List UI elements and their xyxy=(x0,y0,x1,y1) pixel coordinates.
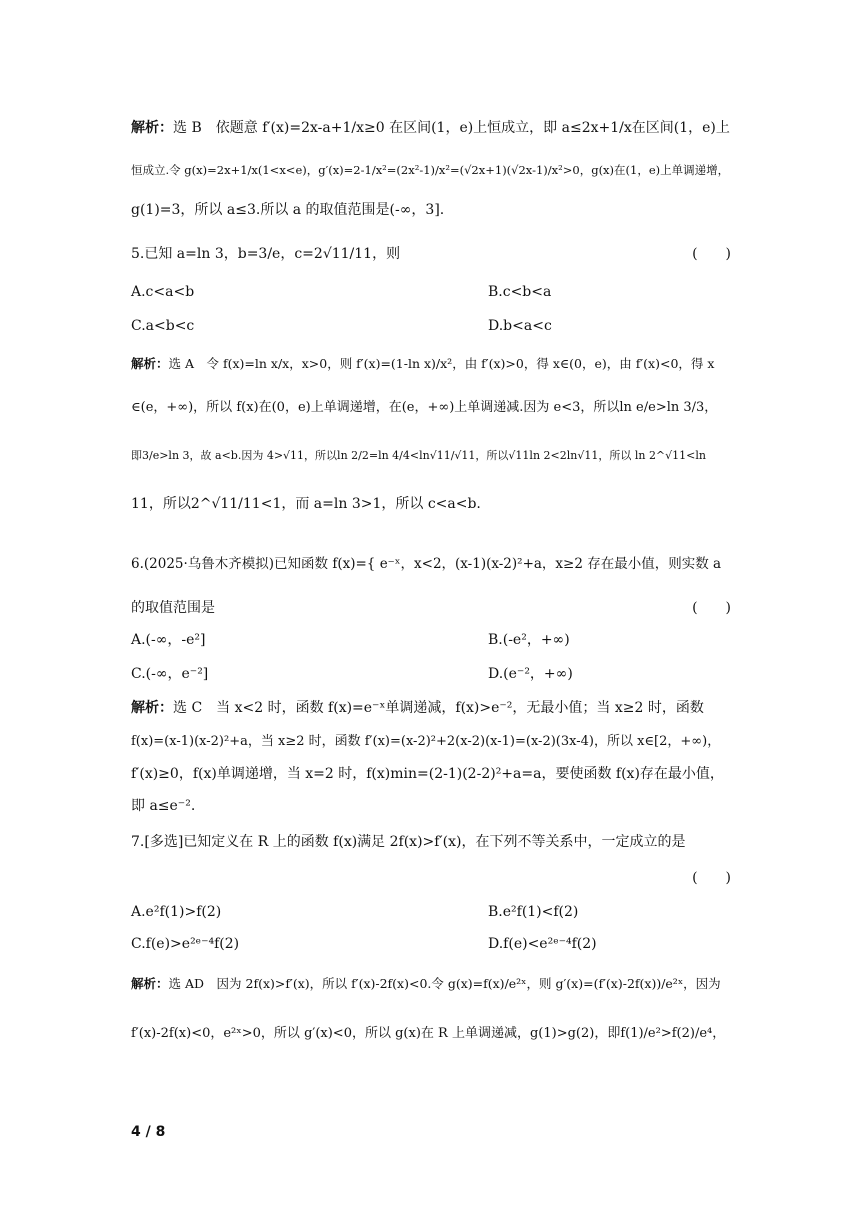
q5-stem-row xyxy=(131,244,731,264)
q5-answer-paren: ( ) xyxy=(692,246,731,262)
solution-label: 解析： xyxy=(131,976,169,991)
q6-option-a: A.(-∞，-e²] xyxy=(131,632,206,648)
q5-stem: 5.已知 a=ln 3，b=3/e，c=2√11/11，则 xyxy=(131,246,401,262)
q7-solution-line1: 解析：选 AD 因为 2f(x)>f′(x)，所以 f′(x)-2f(x)<0.令 g(x)=f(x)/e²ˣ，则 g′(x)=(f′(x)-2f(x))/e²ˣ，因为 xyxy=(131,976,721,991)
q6-options-row1 xyxy=(131,630,731,650)
q7-solution-line2: f′(x)-2f(x)<0，e²ˣ>0，所以 g′(x)<0，所以 g(x)在 R 上单调递减，g(1)>g(2)，即f(1)/e²>f(2)/e⁴， xyxy=(131,1026,726,1041)
q5-option-b: B.c<b<a xyxy=(488,284,552,300)
q6-options-row2 xyxy=(131,664,731,684)
q7-options-row2 xyxy=(131,934,731,954)
q5-solution-line3: 即3/e>ln 3，故 a<b.因为 4>√11，所以ln 2/2=ln 4/4<ln√11/√11，所以√11ln 2<2ln√11，所以 ln 2^√11<ln xyxy=(131,449,706,462)
q6-answer-paren: ( ) xyxy=(692,600,731,616)
q6-option-d: D.(e⁻²，+∞) xyxy=(488,666,573,682)
solution-label: 解析： xyxy=(131,700,173,716)
q6-solution-line2: f(x)=(x-1)(x-2)²+a，当 x≥2 时，函数 f′(x)=(x-2)²+2(x-2)(x-1)=(x-2)(3x-4)，所以 x∈[2，+∞)， xyxy=(131,734,721,749)
q4-solution-line1: 解析：选 B 依题意 f′(x)=2x-a+1/x≥0 在区间(1，e)上恒成立，即 a≤2x+1/x在区间(1，e)上 xyxy=(131,120,730,136)
q6-solution-line3: f′(x)≥0，f(x)单调递增，当 x=2 时，f(x)min=(2-1)(2-2)²+a=a，要使函数 f(x)存在最小值， xyxy=(131,766,724,782)
q6-option-c: C.(-∞，e⁻²] xyxy=(131,666,209,682)
q6-option-b: B.(-e²，+∞) xyxy=(488,632,570,648)
q7-option-a: A.e²f(1)>f(2) xyxy=(131,904,222,920)
q5-options-row2 xyxy=(131,316,731,336)
q5-option-d: D.b<a<c xyxy=(488,318,552,334)
q5-solution-line2: ∈(e，+∞)，所以 f(x)在(0，e)上单调递增，在(e，+∞)上单调递减.因为 e<3，所以ln e/e>ln 3/3， xyxy=(131,400,718,415)
q5-options-row1 xyxy=(131,282,731,302)
solution-label: 解析： xyxy=(131,356,169,371)
q7-option-b: B.e²f(1)<f(2) xyxy=(488,904,579,920)
q4-solution-line2: 恒成立.令 g(x)=2x+1/x(1<x<e)，g′(x)=2-1/x²=(2x²-1)/x²=(√2x+1)(√2x-1)/x²>0，g(x)在(1，e)上单调递增， xyxy=(131,163,730,177)
q5-option-a: A.c<a<b xyxy=(131,284,195,300)
page-number: 4 / 8 xyxy=(131,1124,166,1140)
q7-option-c: C.f(e)>e²ᵉ⁻⁴f(2) xyxy=(131,936,240,952)
q6-solution-line1: 解析：选 C 当 x<2 时，函数 f(x)=e⁻ˣ单调递减，f(x)>e⁻²，无最小值；当 x≥2 时，函数 xyxy=(131,700,704,716)
q7-options-row1 xyxy=(131,902,731,922)
q4-solution-line3: g(1)=3，所以 a≤3.所以 a 的取值范围是(-∞，3]. xyxy=(131,202,445,218)
q7-stem: 7.[多选]已知定义在 R 上的函数 f(x)满足 2f(x)>f′(x)，在下列不等关系中，一定成立的是 xyxy=(131,834,686,850)
q7-answer-paren: ( ) xyxy=(692,870,731,886)
q5-solution-line4: 11，所以2^√11/11<1，而 a=ln 3>1，所以 c<a<b. xyxy=(131,496,481,512)
q5-option-c: C.a<b<c xyxy=(131,318,195,334)
q6-stem: 6.(2025·乌鲁木齐模拟)已知函数 f(x)={ e⁻ˣ，x<2，(x-1)(x-2)²+a，x≥2 存在最小值，则实数 a xyxy=(131,556,722,572)
q5-solution-line1: 解析：选 A 令 f(x)=ln x/x，x>0，则 f′(x)=(1-ln x)/x²，由 f′(x)>0，得 x∈(0，e)，由 f′(x)<0，得 x xyxy=(131,356,715,371)
solution-label: 解析： xyxy=(131,120,173,136)
q6-solution-line4: 即 a≤e⁻². xyxy=(131,798,196,814)
q6-stem-continued: 的取值范围是 xyxy=(131,600,215,616)
q6-stem-row2 xyxy=(131,598,731,618)
q7-option-d: D.f(e)<e²ᵉ⁻⁴f(2) xyxy=(488,936,597,952)
